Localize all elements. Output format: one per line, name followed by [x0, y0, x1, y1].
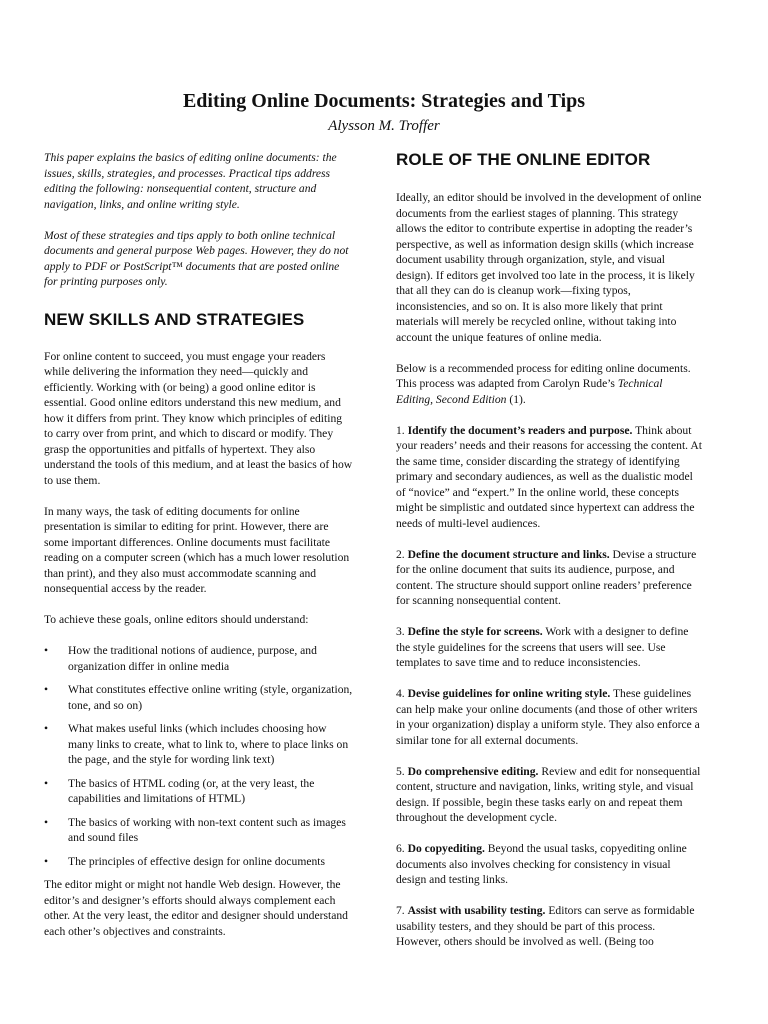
bullet-marker: •	[44, 776, 49, 790]
skills-list	[44, 643, 353, 869]
paragraph-text: (1).	[506, 392, 526, 406]
list-item	[44, 815, 353, 846]
section-heading-role: ROLE OF THE ONLINE EDITOR	[396, 150, 651, 169]
process-step	[396, 841, 702, 888]
body-paragraph: The editor might or might not handle Web design. However, the editor’s and designer’s efforts should always complement each other. At the very least, the editor and designer should understand each other’s objectives and constraints.	[44, 878, 348, 938]
step-number: 4.	[396, 687, 408, 700]
step-text: Editors can serve as formidable usability testers, and they should be part of this process. However, others should be involved as well. (Being too	[396, 904, 695, 948]
step-title: Do copyediting.	[407, 842, 485, 855]
body-paragraph: To achieve these goals, online editors should understand:	[44, 613, 309, 626]
step-title: Do comprehensive editing.	[407, 764, 539, 778]
bullet-marker: •	[44, 815, 49, 829]
body-paragraph	[396, 361, 702, 408]
abstract-paragraph: This paper explains the basics of editing online documents: the issues, skills, strategies, and processes. Practical tips address editing the following: nonsequential content, structure and navigation, links, and online writing style.	[44, 151, 337, 211]
list-item-text: The basics of working with non-text content such as images and sound files	[68, 815, 346, 844]
step-text: These guidelines can help make your online documents (and those of other writers in your organization) display a uniform style. They also enforce a similar tone for all external documents.	[396, 687, 700, 747]
step-title: Assist with usability testing.	[407, 904, 546, 917]
list-item	[44, 721, 353, 768]
step-title: Define the style for screens.	[407, 625, 543, 638]
step-title: Define the document structure and links.	[407, 547, 610, 561]
step-text: Devise a structure for the online document that suits its audience, purpose, and content. The structure should support online readers’ preference for scanning nonsequential content.	[396, 547, 697, 607]
process-step	[396, 423, 702, 532]
list-item	[44, 682, 353, 713]
step-number: 1.	[396, 423, 408, 437]
paragraph-text: Below is a recommended process for editing online documents. This process was adapted from Carolyn Rude’s	[396, 361, 691, 390]
step-title: Identify the document’s readers and purpose.	[407, 423, 633, 437]
step-text: Work with a designer to define the style guidelines for the screens that users will see. Use templates to save time and to reduce inconsistencies.	[396, 625, 689, 669]
step-text: Review and edit for nonsequential content, structure and navigation, links, writing style, and visual design. If possible, begin these tasks early on and repeat them throughout the development cycle.	[396, 764, 701, 824]
process-step	[396, 624, 702, 671]
paper-title: Editing Online Documents: Strategies and Tips	[182, 90, 586, 112]
list-item-text: The principles of effective design for online documents	[68, 854, 326, 868]
body-paragraph: Ideally, an editor should be involved in the development of online documents from the earliest stages of planning. This strategy allows the editor to contribute expertise in adopting the reader’s perspective, as well as information design skills (which increase document usability through organization, style, and visual design). If editors get involved too late in the process, it is likely that all they can do is cleanup work—fixing typos, inconsistencies, and so on. It is also more likely that print materials will merely be recycled online, without taking into account the unique features of online media.	[396, 191, 702, 344]
step-number: 2.	[396, 547, 408, 561]
step-number: 6.	[396, 842, 408, 855]
bullet-marker: •	[44, 722, 49, 735]
section-heading-new-skills: NEW SKILLS AND STRATEGIES	[44, 309, 305, 329]
list-item-text: What makes useful links (which includes choosing how many links to create, what to link to, where to place links on the page, and the style for wording link text)	[68, 722, 349, 766]
list-item	[44, 854, 353, 870]
list-item	[44, 643, 353, 674]
right-column	[396, 150, 702, 965]
list-item-text: The basics of HTML coding (or, at the very least, the capabilities and limitations of HTML)	[68, 776, 315, 805]
step-number: 5.	[396, 764, 408, 778]
list-item	[44, 776, 353, 807]
step-text: Beyond the usual tasks, copyediting online documents also involves checking for consistency in visual design and testing links.	[396, 842, 687, 886]
bullet-marker: •	[44, 644, 49, 657]
process-step	[396, 903, 702, 950]
list-item-text: What constitutes effective online writing (style, organization, tone, and so on)	[68, 683, 353, 712]
bullet-marker: •	[44, 854, 49, 868]
bullet-marker: •	[44, 683, 49, 696]
abstract-paragraph: Most of these strategies and tips apply to both online technical documents and general purpose Web pages. However, they do not apply to PDF or PostScript™ documents that are posted online for printing purposes only.	[44, 228, 349, 288]
step-text: Think about your readers’ needs and their reasons for accessing the content. At the same time, consider discarding the strategy of identifying primary and secondary audiences, as well as the dualistic model of “novice” and “expert.” In the online world, these concepts might be simplistic and outdated since hypertext can address the needs of multi-level audiences.	[396, 423, 702, 530]
body-paragraph: In many ways, the task of editing documents for online presentation is similar to editing for print. However, there are some important differences. Online documents must facilitate reading on a computer screen (which has a much lower resolution than print), and they also must accommodate scanning and nonsequential access by the reader.	[44, 504, 350, 595]
step-title: Devise guidelines for online writing style.	[407, 687, 611, 700]
book-title: Technical Editing, Second Edition	[396, 377, 663, 406]
process-step	[396, 764, 702, 826]
list-item-text: How the traditional notions of audience, purpose, and organization differ in online media	[68, 644, 317, 673]
body-paragraph: For online content to succeed, you must engage your readers while delivering the information they need—quickly and efficiently. Working with (or being) a good online editor is essential. Good online editors understand this new medium, and how it differs from print. They know which principles of editing to carry over from print, and which to discard or modify. They grasp the opportunities and pitfalls of hypertext. They also understand the tools of this medium, and at least the basics of how to use them.	[44, 349, 353, 487]
process-step	[396, 547, 702, 609]
step-number: 3.	[396, 625, 408, 638]
left-column	[44, 150, 353, 955]
paper-author: Alysson M. Troffer	[328, 118, 440, 134]
process-step	[396, 686, 702, 748]
step-number: 7.	[396, 904, 408, 917]
